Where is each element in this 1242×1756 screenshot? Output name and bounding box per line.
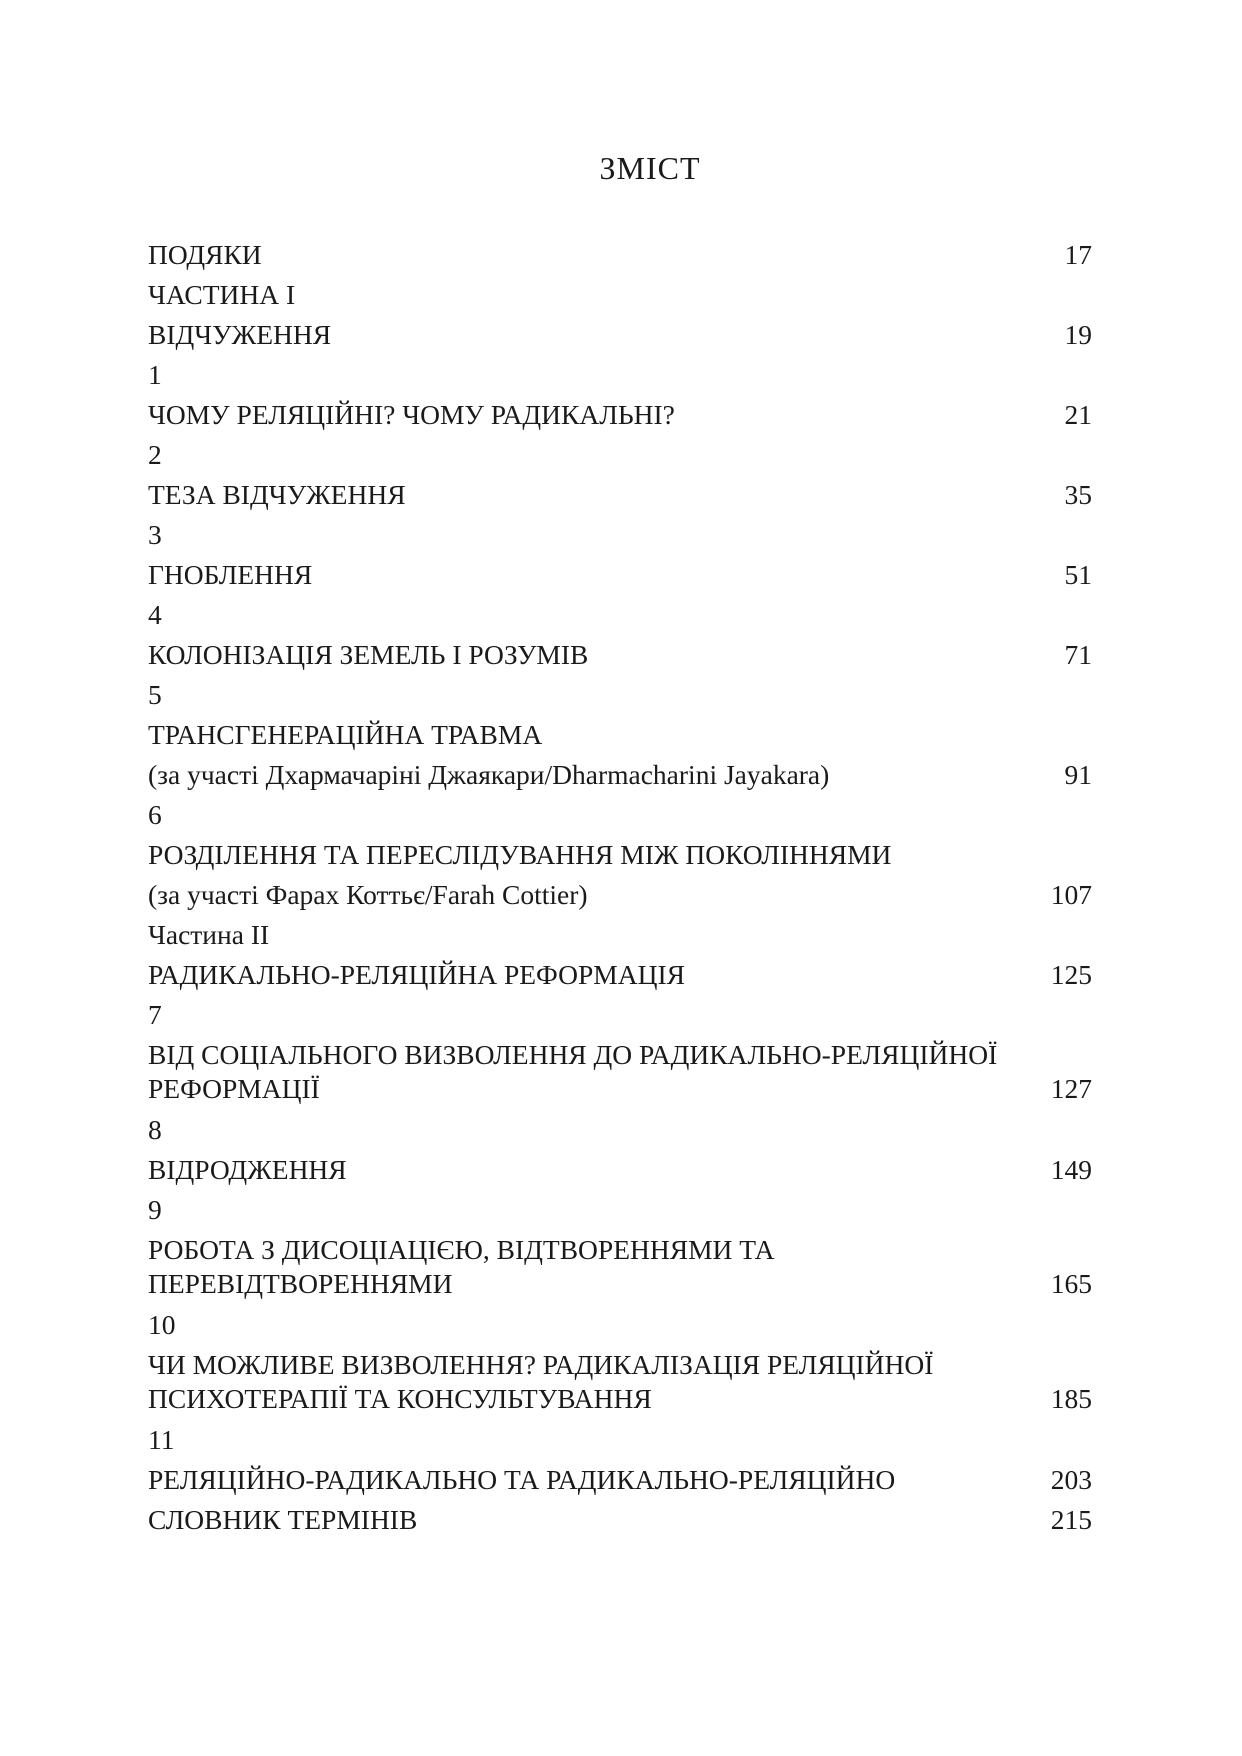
toc-part-heading (148, 918, 1092, 952)
toc-entry-part-1-title[interactable] (148, 318, 1092, 352)
toc-entry-chapter-9[interactable] (148, 1233, 1092, 1301)
toc-chapter-number (148, 1423, 1092, 1457)
toc-entry-chapter-2[interactable] (148, 478, 1092, 512)
toc-chapter-number (148, 598, 1092, 632)
toc-entry-title: РАДИКАЛЬНО-РЕЛЯЦІЙНА РЕФОРМАЦІЯ (148, 959, 685, 990)
toc-entry-title: ГНОБЛЕННЯ (148, 559, 313, 590)
toc-entry-page: 51 (1064, 559, 1092, 590)
toc-entry-acknowledgements[interactable] (148, 238, 1092, 272)
toc-chapter-number (148, 1193, 1092, 1227)
toc-entry-chapter-6-contributor[interactable] (148, 878, 1092, 912)
toc-entry-page: 21 (1064, 399, 1092, 430)
toc-entry-title: 6 (148, 799, 162, 830)
toc-entry-chapter-3[interactable] (148, 558, 1092, 592)
toc-entry-title: ВІД СОЦІАЛЬНОГО ВИЗВОЛЕННЯ ДО РАДИКАЛЬНО-РЕЛЯЦІЙНОЇ РЕФОРМАЦІЇ (148, 1039, 998, 1104)
toc-entry-title: ЧОМУ РЕЛЯЦІЙНІ? ЧОМУ РАДИКАЛЬНІ? (148, 399, 675, 430)
toc-entry-title: ТРАНСГЕНЕРАЦІЙНА ТРАВМА (148, 719, 543, 750)
toc-entry-page: 71 (1064, 639, 1092, 670)
toc-entry-title: 8 (148, 1114, 162, 1145)
toc-entry-chapter-6[interactable] (148, 838, 1092, 872)
toc-entry-title: РОЗДІЛЕННЯ ТА ПЕРЕСЛІДУВАННЯ МІЖ ПОКОЛІННЯМИ (148, 839, 892, 870)
toc-entry-page: 17 (1064, 239, 1092, 270)
toc-entry-title: 5 (148, 679, 162, 710)
toc-chapter-number (148, 1308, 1092, 1342)
toc-entry-title: 9 (148, 1194, 162, 1225)
toc-entry-page: 203 (1050, 1464, 1092, 1495)
toc-entry-title: (за участі Дхармачаріні Джаякари/Dharmacharini Jayakara) (148, 759, 830, 790)
toc-chapter-number (148, 678, 1092, 712)
toc-entry-glossary[interactable] (148, 1503, 1092, 1537)
toc-entry-chapter-5[interactable] (148, 718, 1092, 752)
toc-entry-chapter-11[interactable] (148, 1463, 1092, 1497)
toc-entry-page: 19 (1064, 319, 1092, 350)
toc-entry-title: ВІДРОДЖЕННЯ (148, 1154, 347, 1185)
toc-entry-chapter-8[interactable] (148, 1153, 1092, 1187)
toc-chapter-number (148, 518, 1092, 552)
toc-entry-title: 4 (148, 599, 162, 630)
toc-entry-title: РОБОТА З ДИСОЦІАЦІЄЮ, ВІДТВОРЕННЯМИ ТА ПЕРЕВІДТВОРЕННЯМИ (148, 1234, 775, 1299)
toc-chapter-number (148, 358, 1092, 392)
toc-entry-page: 125 (1050, 959, 1092, 990)
toc-entry-page: 107 (1050, 879, 1092, 910)
toc-entry-page: 35 (1064, 479, 1092, 510)
toc-chapter-number (148, 438, 1092, 472)
toc-entry-page: 185 (1050, 1383, 1092, 1414)
toc-entry-page: 165 (1050, 1268, 1092, 1299)
toc-entry-title: 10 (148, 1309, 176, 1340)
toc-entry-title: 3 (148, 519, 162, 550)
toc-entry-chapter-4[interactable] (148, 638, 1092, 672)
toc-entry-chapter-10[interactable] (148, 1348, 1092, 1416)
toc-chapter-number (148, 1113, 1092, 1147)
toc-entry-title: ВІДЧУЖЕННЯ (148, 319, 332, 350)
toc-entry-chapter-5-contributor[interactable] (148, 758, 1092, 792)
toc-entry-title: ЧИ МОЖЛИВЕ ВИЗВОЛЕННЯ? РАДИКАЛІЗАЦІЯ РЕЛЯЦІЙНОЇ ПСИХОТЕРАПІЇ ТА КОНСУЛЬТУВАННЯ (148, 1349, 934, 1414)
toc-chapter-number (148, 798, 1092, 832)
toc-entry-page: 91 (1064, 759, 1092, 790)
toc-entry-title: 1 (148, 359, 162, 390)
toc-entry-title: КОЛОНІЗАЦІЯ ЗЕМЕЛЬ І РОЗУМІВ (148, 639, 589, 670)
toc-entry-title: РЕЛЯЦІЙНО-РАДИКАЛЬНО ТА РАДИКАЛЬНО-РЕЛЯЦІЙНО (148, 1464, 896, 1495)
toc-entry-part-2-title[interactable] (148, 958, 1092, 992)
toc-entry-chapter-7[interactable] (148, 1038, 1092, 1106)
table-of-contents (148, 238, 1092, 1543)
toc-entry-title: 11 (148, 1424, 175, 1455)
toc-entry-chapter-1[interactable] (148, 398, 1092, 432)
toc-entry-title: ЧАСТИНА І (148, 279, 296, 310)
toc-entry-page: 127 (1050, 1073, 1092, 1104)
toc-entry-title: ПОДЯКИ (148, 239, 262, 270)
toc-entry-page: 215 (1050, 1504, 1092, 1535)
toc-entry-title: (за участі Фарах Коттьє/Farah Cottier) (148, 879, 588, 910)
toc-entry-title: СЛОВНИК ТЕРМІНІВ (148, 1504, 418, 1535)
toc-entry-title: 7 (148, 999, 162, 1030)
page-title: ЗМІСТ (599, 150, 701, 186)
toc-chapter-number (148, 998, 1092, 1032)
toc-entry-title: 2 (148, 439, 162, 470)
toc-part-heading (148, 278, 1092, 312)
toc-entry-title: Частина ІІ (148, 919, 270, 950)
toc-entry-title: ТЕЗА ВІДЧУЖЕННЯ (148, 479, 406, 510)
toc-entry-page: 149 (1050, 1154, 1092, 1185)
